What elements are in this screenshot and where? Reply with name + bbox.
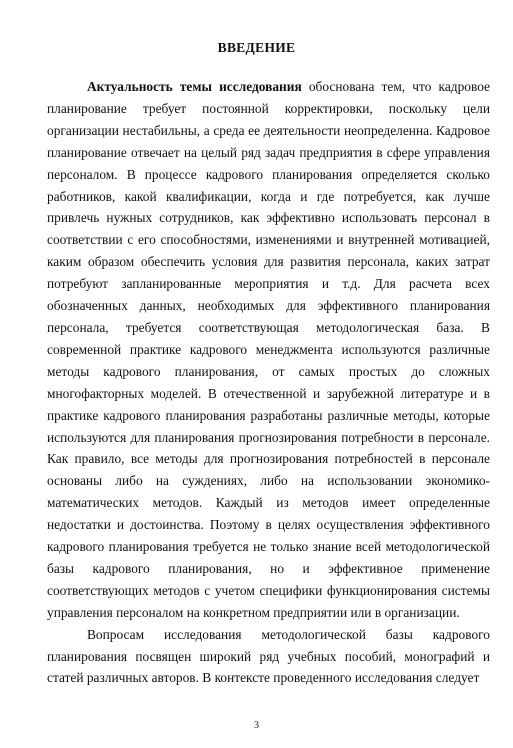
paragraph-2-text: Вопросам исследования методологической базы кадрового планирования посвящен широкий ряд учебных пособий, монографий и статей различных авторов. В контексте проведенного исследования следует (47, 626, 490, 686)
paragraph-1-text: обоснована тем, что кадровое планирование требует постоянной корректировки, поскольку цели организации нестабильны, а среда ее деятельности неопределенна. Кадровое планирование отвечает на целый ряд задач предприятия в сфере управления персоналом. В процессе кадрового планирования определяется сколько работников, какой квалификации, когда и где потребуется, как лучше привлечь нужных сотрудников, как эффективно использовать персонал в соответствии с его способностями, изменениями и внутренней мотивацией, каким образом обеспечить условия для развития персонала, каких затрат потребуют запланированные мероприятия и т.д. Для расчета всех обозначенных данных, необходимых для эффективного планирования персонала, требуется соответствующая методологическая база. В современной практике кадрового менеджмента используются различные методы кадрового планирования, от самых простых до сложных многофакторных моделей. В отечественной и зарубежной литературе и в практике кадрового планирования разработаны различные методы, которые используются для планирования прогнозирования потребности в персонале. Как правило, все методы для прогнозирования потребностей в персонале основаны либо на суждениях, либо на использовании экономико-математических методов. Каждый из методов имеет определенные недостатки и достоинства. Поэтому в целях осуществления эффективного кадрового планирования требуется не только знание всей методологической базы кадрового планирования, но и эффективное применение соответствующих методов с учетом специфики функционирования системы управления персоналом на конкретном предприятии или в организации. (47, 79, 491, 620)
paragraph-2 (47, 624, 490, 690)
paragraph-1 (47, 76, 490, 624)
page-title: ВВЕДЕНИЕ (217, 40, 296, 55)
document-body (47, 76, 490, 689)
page-number: 3 (254, 720, 259, 731)
paragraph-1-lead: Актуальность темы исследования (87, 79, 302, 94)
